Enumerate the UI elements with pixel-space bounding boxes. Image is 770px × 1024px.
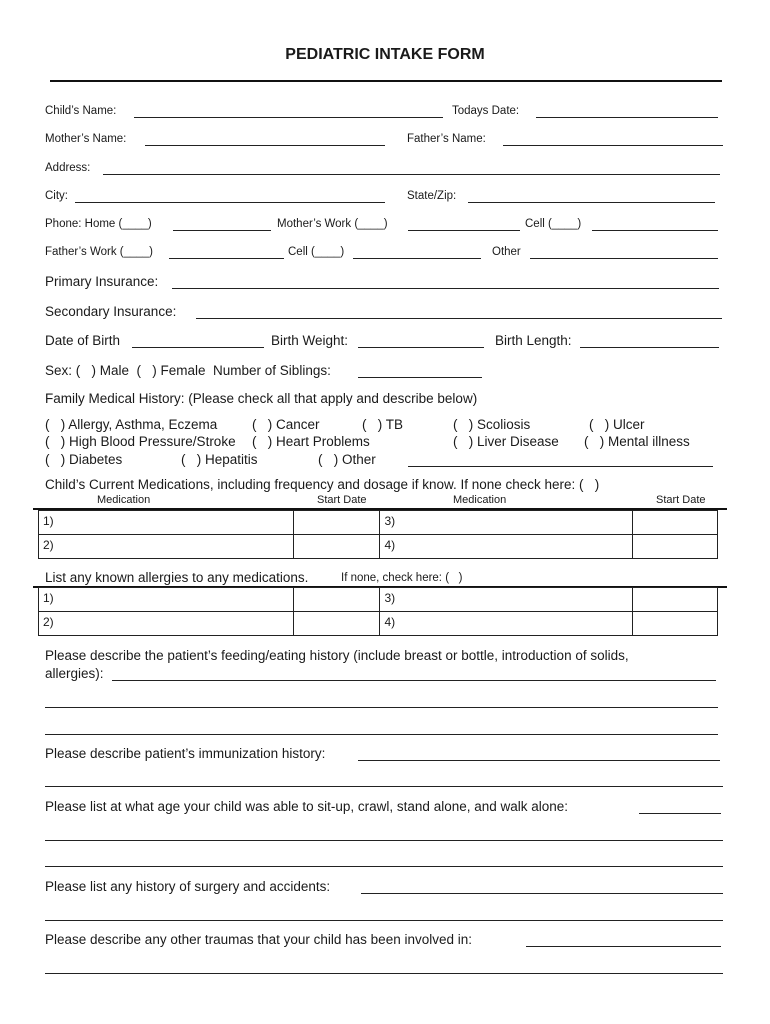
history-heart[interactable]: ( ) Heart Problems — [252, 434, 370, 449]
dob-field[interactable] — [132, 347, 264, 348]
other-field[interactable] — [530, 258, 718, 259]
med-start-4[interactable] — [633, 535, 718, 559]
dob-label: Date of Birth — [45, 333, 121, 348]
title-rule — [50, 80, 722, 82]
history-scoliosis[interactable]: ( ) Scoliosis — [453, 417, 531, 432]
allergy-cell-3[interactable]: 3) — [380, 588, 633, 612]
med-start-3[interactable] — [633, 511, 718, 535]
allergy-extra-2[interactable] — [293, 612, 380, 636]
immunization-field-2[interactable] — [45, 786, 723, 787]
feeding-field-1[interactable] — [112, 680, 716, 681]
immunization-question: Please describe patient’s immunization history: — [45, 746, 326, 761]
allergies-none-check[interactable]: If none, check here: ( ) — [341, 572, 463, 584]
history-ulcer[interactable]: ( ) Ulcer — [589, 417, 645, 432]
allergy-extra-1[interactable] — [293, 588, 380, 612]
surgery-field-2[interactable] — [45, 920, 723, 921]
childs-name-field[interactable] — [134, 117, 443, 118]
city-field[interactable] — [75, 202, 385, 203]
allergy-cell-2[interactable]: 2) — [39, 612, 294, 636]
feeding-field-3[interactable] — [45, 734, 718, 735]
table-row — [39, 612, 718, 636]
allergy-cell-4[interactable]: 4) — [380, 612, 633, 636]
childs-name-label: Child’s Name: — [45, 105, 117, 117]
immunization-field-1[interactable] — [358, 760, 720, 761]
med-col-medication-1: Medication — [97, 494, 151, 506]
city-label: City: — [45, 190, 68, 202]
med-cell-3[interactable]: 3) — [380, 511, 633, 535]
history-other-field[interactable] — [408, 466, 713, 467]
table-row — [39, 535, 718, 559]
form-title: PEDIATRIC INTAKE FORM — [285, 46, 485, 63]
feeding-field-2[interactable] — [45, 707, 718, 708]
fathers-work-label: Father’s Work (____) — [45, 246, 154, 258]
cell-label: Cell (____) — [525, 218, 582, 230]
family-history-heading: Family Medical History: (Please check all that apply and describe below) — [45, 391, 478, 406]
state-zip-label: State/Zip: — [407, 190, 457, 202]
med-col-medication-2: Medication — [453, 494, 507, 506]
med-start-2[interactable] — [293, 535, 380, 559]
milestones-field-2[interactable] — [45, 840, 723, 841]
allergies-table — [38, 587, 718, 636]
feeding-question: Please describe the patient’s feeding/eating history (include breast or bottle, introduction of solids, — [45, 648, 629, 663]
surgery-field-1[interactable] — [361, 893, 723, 894]
address-field[interactable] — [103, 174, 720, 175]
birth-length-label: Birth Length: — [495, 333, 572, 348]
siblings-field[interactable] — [358, 377, 482, 378]
birth-length-field[interactable] — [580, 347, 719, 348]
history-mental[interactable]: ( ) Mental illness — [584, 434, 690, 449]
history-liver[interactable]: ( ) Liver Disease — [453, 434, 559, 449]
fathers-name-field[interactable] — [503, 145, 723, 146]
state-zip-field[interactable] — [468, 202, 715, 203]
traumas-field-2[interactable] — [45, 973, 723, 974]
milestones-field-1[interactable] — [639, 813, 721, 814]
todays-date-field[interactable] — [536, 117, 718, 118]
history-cancer[interactable]: ( ) Cancer — [252, 417, 320, 432]
history-tb[interactable]: ( ) TB — [362, 417, 404, 432]
allergies-heading: List any known allergies to any medications. — [45, 570, 309, 585]
primary-insurance-field[interactable] — [172, 288, 719, 289]
allergy-cell-1[interactable]: 1) — [39, 588, 294, 612]
med-col-start-date-2: Start Date — [656, 494, 706, 506]
table-row — [39, 588, 718, 612]
mothers-work-label: Mother’s Work (____) — [277, 218, 388, 230]
traumas-question: Please describe any other traumas that your child has been involved in: — [45, 932, 472, 947]
table-row — [39, 511, 718, 535]
sex-siblings-label: Sex: ( ) Male ( ) Female Number of Siblings: — [45, 363, 331, 378]
milestones-field-3[interactable] — [45, 866, 723, 867]
feeding-question-cont: allergies): — [45, 666, 104, 681]
medications-heading: Child’s Current Medications, including frequency and dosage if know. If none check here: ( ) — [45, 477, 600, 492]
allergy-extra-4[interactable] — [633, 612, 718, 636]
fathers-name-label: Father’s Name: — [407, 133, 486, 145]
cell-field-2[interactable] — [353, 258, 481, 259]
birth-weight-label: Birth Weight: — [271, 333, 349, 348]
mothers-name-label: Mother’s Name: — [45, 133, 127, 145]
primary-insurance-label: Primary Insurance: — [45, 274, 159, 289]
phone-home-field[interactable] — [173, 230, 271, 231]
cell-label-2: Cell (____) — [288, 246, 345, 258]
history-other[interactable]: ( ) Other — [318, 452, 376, 467]
history-hepatitis[interactable]: ( ) Hepatitis — [181, 452, 258, 467]
surgery-question: Please list any history of surgery and accidents: — [45, 879, 331, 894]
other-label: Other — [492, 246, 521, 258]
cell-field[interactable] — [592, 230, 718, 231]
fathers-work-field[interactable] — [169, 258, 284, 259]
secondary-insurance-label: Secondary Insurance: — [45, 304, 177, 319]
milestones-question: Please list at what age your child was able to sit-up, crawl, stand alone, and walk alone: — [45, 799, 569, 814]
birth-weight-field[interactable] — [358, 347, 484, 348]
med-start-1[interactable] — [293, 511, 380, 535]
history-blood-pressure[interactable]: ( ) High Blood Pressure/Stroke — [45, 434, 236, 449]
mothers-name-field[interactable] — [145, 145, 385, 146]
secondary-insurance-field[interactable] — [196, 318, 722, 319]
traumas-field-1[interactable] — [526, 946, 721, 947]
allergy-extra-3[interactable] — [633, 588, 718, 612]
address-label: Address: — [45, 162, 91, 174]
med-col-start-date-1: Start Date — [317, 494, 367, 506]
history-diabetes[interactable]: ( ) Diabetes — [45, 452, 123, 467]
med-cell-4[interactable]: 4) — [380, 535, 633, 559]
phone-home-label: Phone: Home (____) — [45, 218, 152, 230]
todays-date-label: Todays Date: — [452, 105, 520, 117]
medications-table — [38, 510, 718, 559]
med-cell-1[interactable]: 1) — [39, 511, 294, 535]
med-cell-2[interactable]: 2) — [39, 535, 294, 559]
history-allergy[interactable]: ( ) Allergy, Asthma, Eczema — [45, 417, 218, 432]
mothers-work-field[interactable] — [408, 230, 520, 231]
